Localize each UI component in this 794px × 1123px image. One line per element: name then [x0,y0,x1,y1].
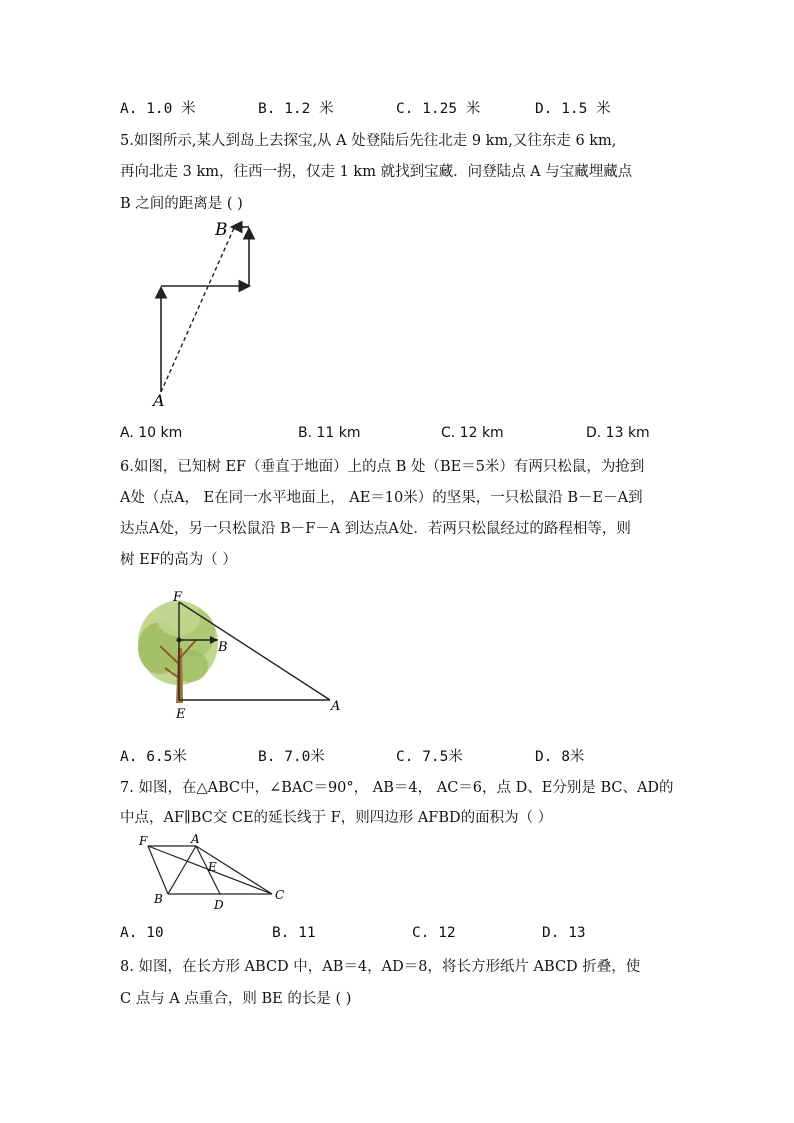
q4-option-b: B. 1.2 米 [258,101,334,117]
label-f: F [173,590,183,605]
q6-line-3: 达点A处，另一只松鼠沿 B－F－A 到达点A处．若两只松鼠经过的路程相等，则 [120,521,631,537]
tree-icon [138,600,218,703]
label-e: E [208,860,217,874]
q4-option-d: D. 1.5 米 [535,101,611,117]
q6-line-4: 树 EF的高为（ ） [120,552,237,568]
q4-option-a: A. 1.0 米 [120,101,196,117]
q7-option-d: D. 13 [542,925,586,941]
q5-option-c: C. 12 km [441,425,504,441]
q6-option-c: C. 7.5米 [396,749,463,765]
label-b: B [154,892,163,906]
label-a: A [153,391,165,410]
label-f: F [139,834,148,848]
q5-option-a: A. 10 km [120,425,183,441]
q5-line-2: 再向北走 3 km，往西一拐，仅走 1 km 就找到宝藏．问登陆点 A 与宝藏埋藏点 [120,164,633,180]
q7-line-1: 7. 如图，在△ABC中，∠BAC＝90°， AB＝4， AC＝6，点 D、E分别是 BC、AD的 [120,780,674,796]
q5-figure [140,215,270,410]
q8-line-1: 8. 如图，在长方形 ABCD 中，AB＝4，AD＝8，将长方形纸片 ABCD 折叠，使 [120,959,641,975]
q7-option-b: B. 11 [272,925,316,941]
q5-option-d: D. 13 km [586,425,650,441]
label-a: A [191,832,200,846]
label-d: D [214,898,224,912]
q8-line-2: C 点与 A 点重合，则 BE 的长是 ( ) [120,991,352,1007]
q5-option-b: B. 11 km [298,425,361,441]
q4-option-c: C. 1.25 米 [396,101,481,117]
q6-option-b: B. 7.0米 [258,749,325,765]
dashed-ab-line [161,228,234,392]
q7-figure [134,832,294,912]
q6-line-1: 6.如图，已知树 EF（垂直于地面）上的点 B 处（BE＝5米）有两只松鼠，为抢到 [120,459,645,475]
q7-option-a: A. 10 [120,925,164,941]
label-e: E [176,707,186,722]
q5-line-1: 5.如图所示,某人到岛上去探宝,从 A 处登陆后先往北走 9 km,又往东走 6 km, [120,133,617,149]
q7-line-2: 中点，AF∥BC交 CE的延长线于 F，则四边形 AFBD的面积为（ ） [120,810,553,826]
q5-line-3: B 之间的距离是 ( ) [120,196,243,212]
label-b: B [218,640,228,655]
q6-line-2: A处（点A， E在同一水平地面上， AE＝10米）的坚果，一只松鼠沿 B－E－A到 [120,490,643,506]
label-b: B [215,220,228,240]
label-a: A [331,699,341,714]
ab-line [168,846,196,894]
q6-option-d: D. 8米 [535,749,585,765]
label-c: C [275,888,285,902]
q7-option-c: C. 12 [412,925,456,941]
point-b [177,638,182,643]
q6-figure [130,588,350,723]
q6-option-a: A. 6.5米 [120,749,187,765]
